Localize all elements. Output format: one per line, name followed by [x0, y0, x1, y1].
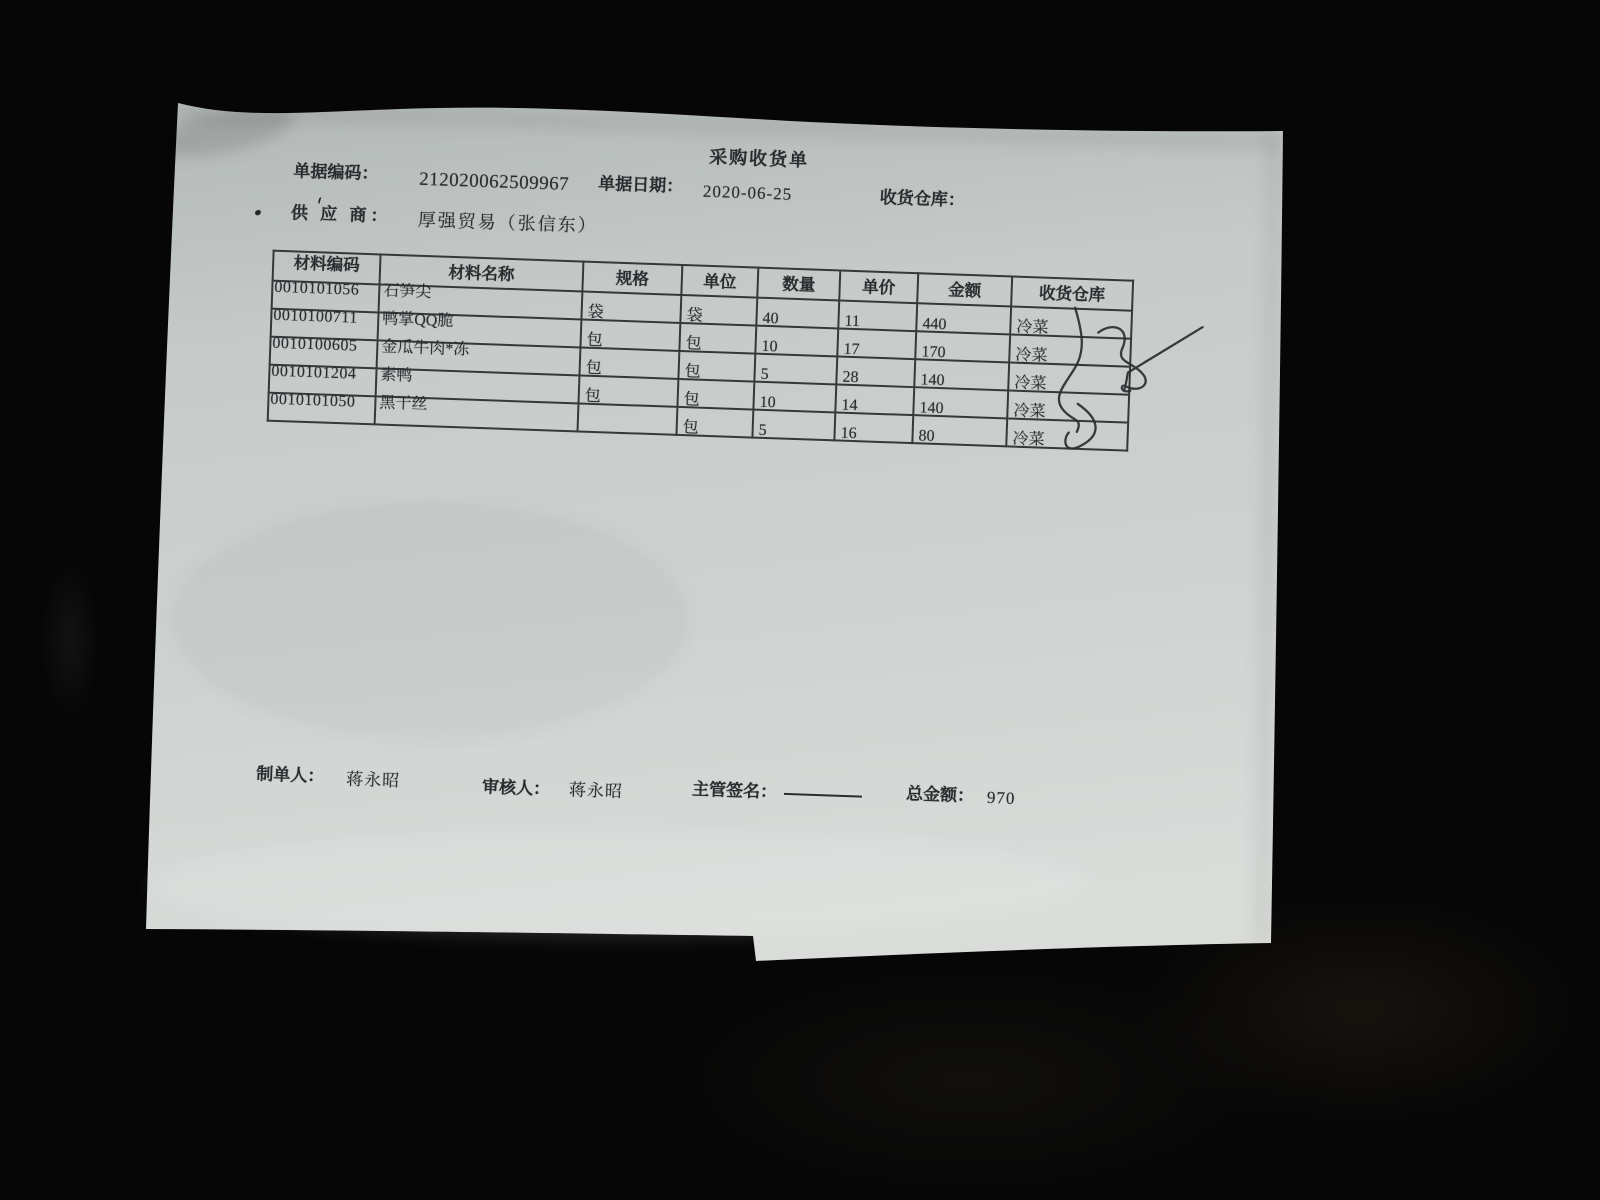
- cell-text: 袋: [686, 307, 703, 325]
- cell-text: 440: [922, 315, 947, 334]
- supervisor-label: 主管签名：: [691, 779, 778, 802]
- unit-price-cell: [836, 356, 915, 387]
- cell-text: 包: [685, 335, 702, 353]
- cell-text: 石笋尖: [382, 282, 432, 302]
- doc-code-value: 212020062509967: [418, 168, 570, 195]
- col-header-label: 数量: [781, 274, 816, 295]
- cell-text: 鸭掌QQ脆: [382, 310, 454, 331]
- cell-text: 冷菜: [1012, 430, 1045, 449]
- cell-text: 素鸭: [380, 366, 413, 385]
- cell-text: 金瓜牛肉*冻: [381, 338, 470, 359]
- preparer-name: 蒋永昭: [345, 769, 401, 791]
- col-header-label: 单价: [861, 277, 896, 298]
- col-header-label: 金额: [947, 280, 982, 301]
- quantity-cell: [756, 298, 839, 329]
- cell-text: 包: [585, 359, 603, 378]
- warehouse-cell: [1006, 418, 1128, 450]
- unit-cell: [679, 323, 756, 354]
- cell-text: 40: [762, 309, 779, 328]
- col-header-unit-price: [839, 270, 918, 303]
- spec-cell: [578, 375, 678, 406]
- col-header-spec: [582, 262, 682, 295]
- cell-text: 包: [684, 363, 701, 381]
- cell-text: 黑干丝: [379, 394, 428, 414]
- cell-text: 170: [921, 343, 946, 362]
- cell-text: 0010101050: [270, 390, 356, 411]
- doc-code-label: 单据编码：: [293, 161, 379, 184]
- ink-speck: [254, 209, 261, 216]
- cell-text: 冷菜: [1014, 374, 1047, 393]
- cell-text: 140: [919, 399, 944, 418]
- amount-cell: [914, 359, 1009, 390]
- cell-text: 0010100711: [273, 306, 359, 327]
- cell-text: 140: [920, 371, 945, 390]
- total-label: 总金额：: [905, 784, 975, 806]
- cell-text: 冷菜: [1013, 402, 1046, 421]
- unit-cell: [680, 295, 757, 326]
- doc-date-label: 单据日期：: [597, 174, 684, 196]
- cell-text: 5: [760, 365, 769, 384]
- cell-text: 冷菜: [1015, 346, 1048, 365]
- col-header-label: 材料编码: [293, 253, 361, 275]
- signature-blank-line: [784, 783, 862, 798]
- cell-text: 80: [918, 427, 935, 445]
- reviewer-name: 蒋永昭: [568, 780, 624, 802]
- warehouse-cell: [1010, 306, 1132, 338]
- cell-text: 袋: [587, 303, 604, 322]
- supplier-label: 供 应 商：: [290, 203, 392, 226]
- unit-cell: [678, 351, 755, 382]
- unit-cell: [677, 379, 754, 410]
- cell-text: 0010101056: [274, 278, 360, 299]
- spec-cell: [580, 319, 680, 350]
- quantity-cell: [754, 354, 837, 385]
- cell-text: 11: [844, 312, 861, 331]
- spec-cell: [581, 292, 681, 323]
- items-table: [267, 250, 1134, 452]
- unit-price-cell: [838, 300, 917, 331]
- unit-price-cell: [835, 384, 914, 415]
- amount-cell: [915, 331, 1010, 362]
- material-code-cell: [268, 390, 376, 425]
- col-header-label: 材料名称: [448, 262, 515, 284]
- cell-text: 17: [843, 340, 860, 359]
- material-name-cell: [375, 396, 579, 431]
- col-header-label: 单位: [703, 271, 737, 292]
- col-header-unit: [681, 265, 758, 298]
- cell-text: 10: [759, 393, 776, 412]
- page-title: 采购收货单: [708, 146, 810, 171]
- amount-cell: [913, 387, 1008, 418]
- col-header-quantity: [757, 268, 840, 301]
- amount-cell: [916, 303, 1011, 334]
- col-header-warehouse: [1011, 277, 1133, 311]
- unit-price-cell: [837, 328, 916, 359]
- reviewer-label: 审核人：: [481, 777, 551, 799]
- document-content: [139, 95, 1344, 1020]
- cell-text: 0010100605: [272, 334, 358, 355]
- cell-text: 包: [682, 419, 700, 437]
- quantity-cell: [753, 382, 836, 413]
- spec-cell: [578, 403, 678, 434]
- doc-date-value: 2020-06-25: [702, 181, 793, 204]
- quantity-cell: [755, 326, 838, 357]
- supplier-name: 厚强贸易（张信东）: [417, 209, 599, 236]
- cell-text: 包: [586, 331, 603, 350]
- total-value: 970: [986, 787, 1016, 808]
- unit-cell: [676, 407, 753, 438]
- cell-text: 5: [758, 421, 767, 440]
- cell-text: 包: [584, 387, 602, 406]
- cell-text: 0010101204: [271, 362, 357, 383]
- warehouse-cell: [1007, 390, 1129, 422]
- spec-cell: [579, 347, 679, 378]
- warehouse-cell: [1009, 334, 1131, 366]
- unit-price-cell: [834, 412, 913, 443]
- cell-text: 包: [683, 391, 700, 409]
- cell-text: 14: [841, 396, 858, 415]
- cell-text: 10: [761, 337, 778, 356]
- cell-text: 冷菜: [1016, 318, 1049, 337]
- cell-text: 16: [840, 424, 857, 443]
- preparer-label: 制单人：: [256, 764, 325, 786]
- quantity-cell: [752, 410, 835, 441]
- amount-cell: [912, 415, 1007, 446]
- cell-text: 28: [842, 368, 859, 387]
- col-header-label: 收货仓库: [1038, 283, 1106, 305]
- col-header-amount: [917, 273, 1012, 306]
- col-header-label: 规格: [615, 268, 650, 289]
- warehouse-label: 收货仓库：: [879, 187, 966, 210]
- warehouse-cell: [1008, 362, 1130, 394]
